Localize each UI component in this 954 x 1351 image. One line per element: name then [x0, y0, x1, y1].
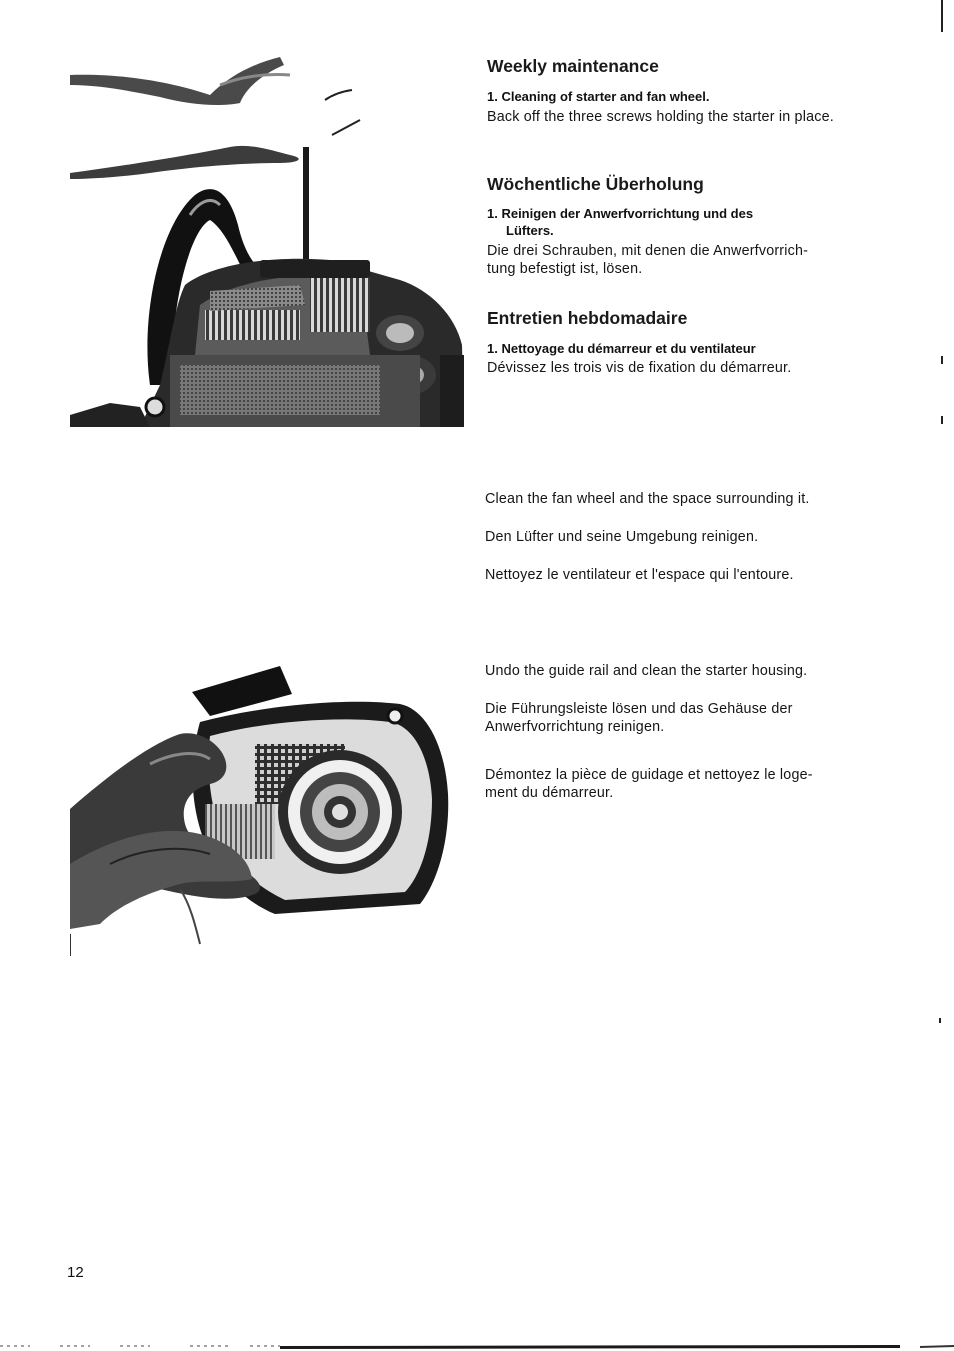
starter-housing-photo [70, 664, 450, 956]
heading-woechentliche-ueberholung: Wöchentliche Überholung [487, 174, 704, 194]
text-clean-fan-en: Clean the fan wheel and the space surrounding it. [485, 491, 810, 507]
photo-starter-housing [70, 664, 450, 956]
scan-mark-right-2 [941, 416, 943, 424]
step-reinigen-line2: Lüfters. [506, 223, 554, 238]
heading-entretien-hebdomadaire: Entretien hebdomadaire [487, 308, 688, 328]
text-fuehrungsleiste-de [485, 700, 837, 736]
text-fuehrungsleiste-line1: Die Führungsleiste lösen und das Gehäuse der [485, 701, 793, 717]
page-number: 12 [67, 1264, 84, 1281]
bottom-scan-edge [0, 1340, 954, 1351]
text-piece-guidage-fr [485, 766, 837, 802]
text-piece-guidage-line2: ment du démarreur. [485, 785, 614, 801]
step-reinigen-line1: 1. Reinigen der Anwerfvorrichtung und des [487, 206, 754, 221]
text-back-off-screws-en: Back off the three screws holding the starter in place. [487, 109, 834, 125]
text-schrauben-de [487, 242, 839, 278]
photo-screwdriver-on-starter [70, 55, 464, 427]
text-luefter-de: Den Lüfter und seine Umgebung reinigen. [485, 529, 759, 545]
text-fuehrungsleiste-line2: Anwerfvorrichtung reinigen. [485, 719, 665, 735]
text-piece-guidage-line1: Démontez la pièce de guidage et nettoyez le loge- [485, 767, 813, 783]
step-cleaning-starter-en: 1. Cleaning of starter and fan wheel. [487, 89, 710, 104]
text-schrauben-line2: tung befestigt ist, lösen. [487, 261, 643, 277]
scan-mark-right-1 [941, 356, 943, 364]
text-devissez-fr: Dévissez les trois vis de fixation du démarreur. [487, 360, 792, 376]
text-ventilateur-fr: Nettoyez le ventilateur et l'espace qui l'entoure. [485, 567, 794, 583]
scan-mark-top-right [941, 0, 943, 32]
step-reinigen-de [487, 205, 753, 239]
text-guide-rail-en: Undo the guide rail and clean the starter housing. [485, 663, 808, 679]
heading-weekly-maintenance: Weekly maintenance [487, 56, 659, 76]
text-schrauben-line1: Die drei Schrauben, mit denen die Anwerfvorrich- [487, 243, 809, 259]
chainsaw-starter-photo [70, 55, 464, 427]
step-nettoyage-fr: 1. Nettoyage du démarreur et du ventilateur [487, 341, 756, 356]
scan-mark-right-3 [939, 1018, 941, 1023]
